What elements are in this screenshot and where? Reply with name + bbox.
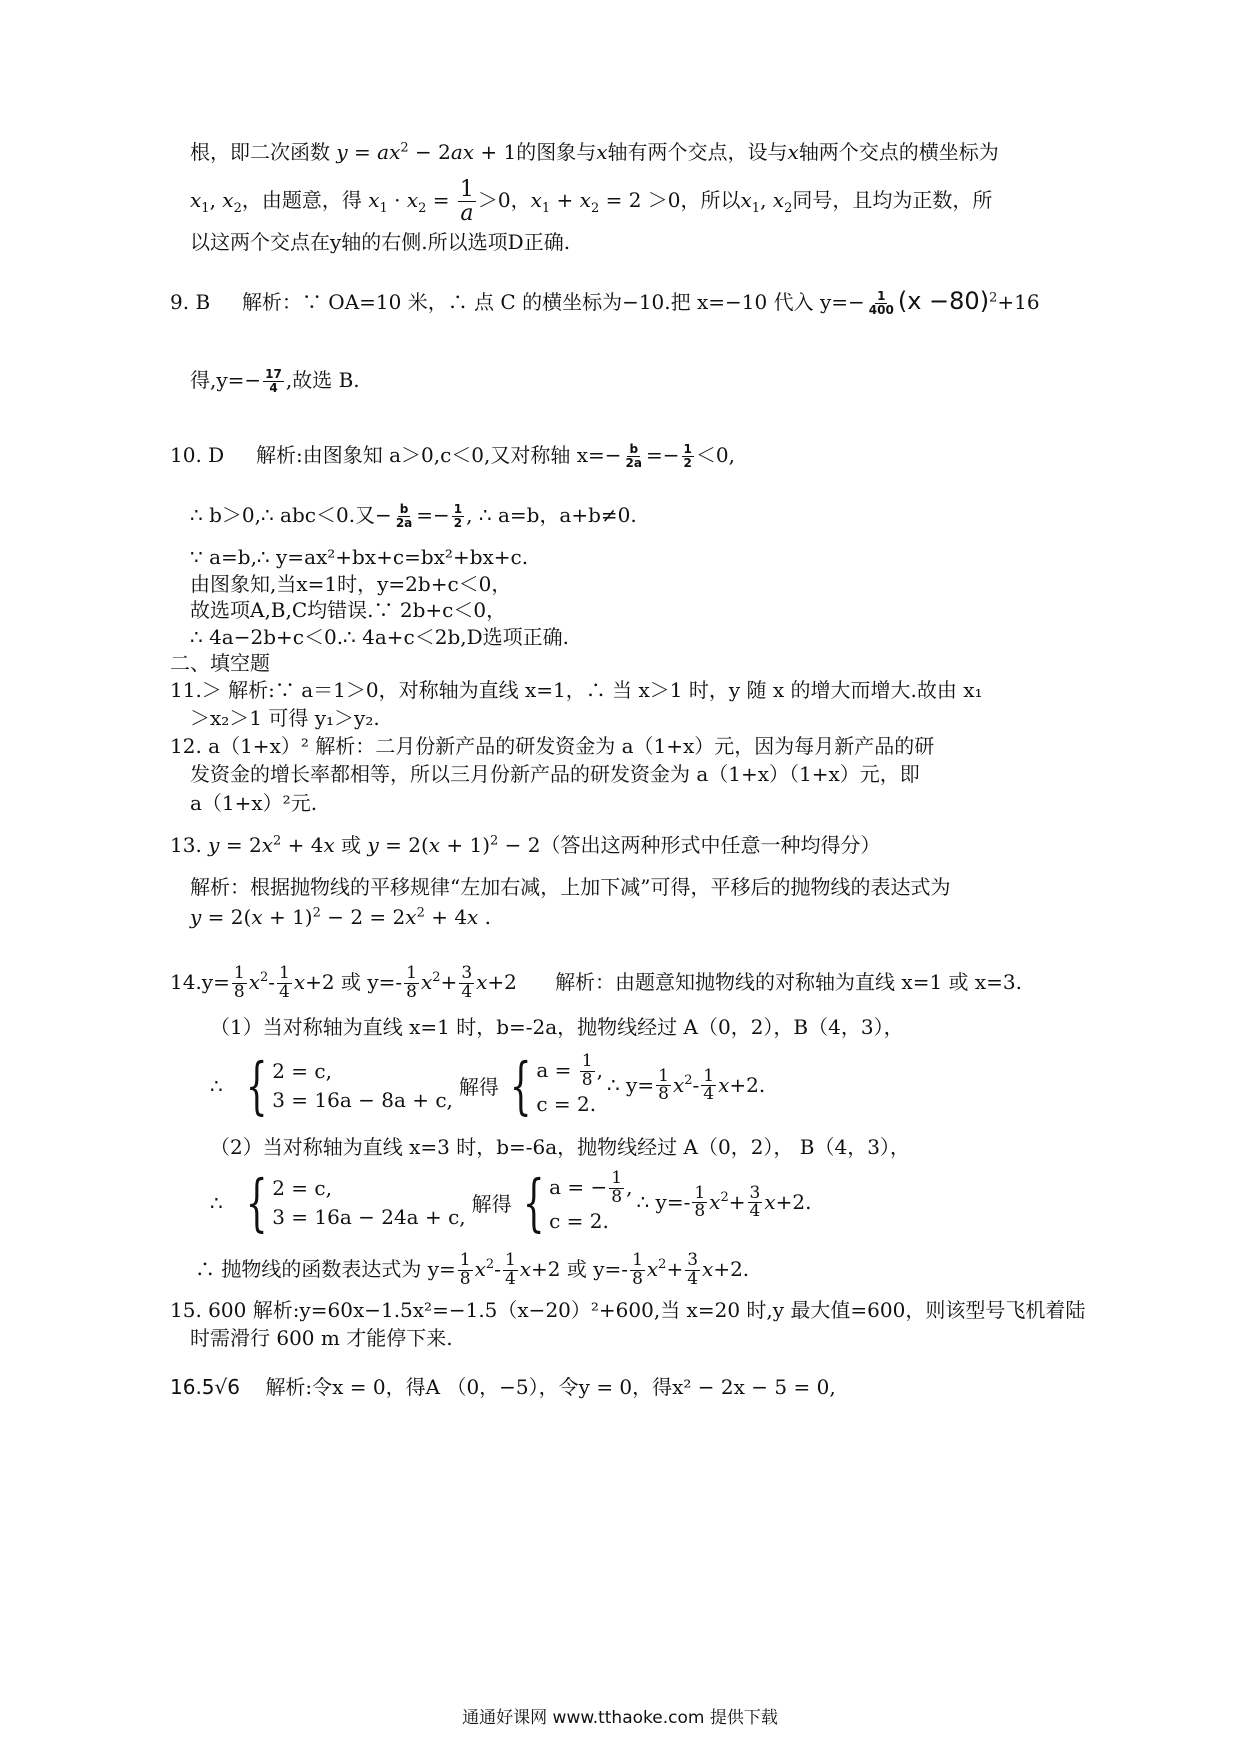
item13-line3: $y = 2(x + 1)^2 - 2 = 2x^2 + 4x$ . <box>190 905 492 929</box>
item11-line2: ＞x₂＞1 可得 y₁＞y₂. <box>190 706 380 730</box>
item9-line1: 9. B 解析：∵ OA=10 米，∴ 点 C 的横坐标为−10.把 x=−10 代入 y=− $\frac{1}{400}$ $(x -80)^2+16$ <box>170 287 1040 317</box>
item8-line2: $x_1$, $x_2$，由题意，得 $x_1 \cdot x_2$ = $\frac{1}{a}$ ＞0，$x_1 + x_2 = 2 >0$，所以$x_1$, $x_2$同号，且均为正数，所 <box>190 177 993 227</box>
item16-line1: 16.5√6 解析:令x = 0，得A （0，−5），令y = 0，得x² − 2x − 5 = 0, <box>170 1375 836 1399</box>
item9-line2: 得,y=− $\frac{17}{4}$ ,故选 B. <box>190 367 360 395</box>
item8-line3: 以这两个交点在y轴的右侧.所以选项D正确. <box>190 230 571 254</box>
item8-line1: 根，即二次函数 $y = ax^2 - 2ax + 1$的图象与x轴有两个交点，设与x轴两个交点的横坐标为 <box>190 140 999 164</box>
item10-line6: ∴ 4a−2b+c＜0.∴ 4a+c＜2b,D选项正确. <box>190 625 570 649</box>
item13-line1: 13. $y = 2x^2 + 4x$ 或 $y = 2(x + 1)^2 - 2$（答出这两种形式中任意一种均得分） <box>170 833 881 857</box>
item10-line4: 由图象知,当x=1时，y=2b+c＜0， <box>190 572 512 596</box>
item10-line5: 故选项A,B,C均错误.∵ 2b+c＜0， <box>190 598 507 622</box>
item14-system1: ∴ { 2 = c, 3 = 16a − 8a + c, 解得 { a = $\frac{1}{8}$ , c = 2. ∴ y= $\frac{1}{8}$ $x^2-$ $\frac{1}{4}$ x+2. <box>210 1048 766 1122</box>
item10-line1: 10. D 解析:由图象知 a＞0,c＜0,又对称轴 x=− $\frac{b}{2a}$ =− $\frac{1}{2}$ ＜0, <box>170 442 735 470</box>
item12-line2: 发资金的增长率都相等，所以三月份新产品的研发资金为 a（1+x）（1+x）元，即 <box>190 762 920 786</box>
item11-line1: 11.＞ 解析:∵ a＝1＞0，对称轴为直线 x=1，∴ 当 x＞1 时，y 随 x 的增大而增大.故由 x₁ <box>170 678 983 702</box>
item14-system2: ∴ { 2 = c, 3 = 16a − 24a + c, 解得 { a = − $\frac{1}{8}$ , c = 2. ∴ y=- $\frac{1}{8}$ $x^2+$ $\frac{3}{4}$ x+2. <box>210 1165 812 1239</box>
item10-line3: ∵ a=b,∴ y=ax²+bx+c=bx²+bx+c. <box>190 545 529 569</box>
item15-line1: 15. 600 解析:y=60x−1.5x²=−1.5（x−20）²+600,当 x=20 时,y 最大值=600，则该型号飞机着陆 <box>170 1298 1086 1322</box>
item14-final: ∴ 抛物线的函数表达式为 y= $\frac{1}{8}$ $x^2-$ $\frac{1}{4}$ x+2 或 y=- $\frac{1}{8}$ $x^2+$ $\frac{3}{4}$ x+2. <box>195 1250 750 1289</box>
item14-case1: （1）当对称轴为直线 x=1 时，b=-2a，抛物线经过 A（0，2），B（4，3）， <box>210 1015 904 1039</box>
item12-line1: 12. a（1+x）² 解析：二月份新产品的研发资金为 a（1+x）元，因为每月新产品的研 <box>170 734 935 758</box>
section-heading: 二、填空题 <box>170 651 270 675</box>
item13-line2: 解析：根据抛物线的平移规律“左加右减，上加下减”可得，平移后的抛物线的表达式为 <box>190 875 951 899</box>
item14-case2: （2）当对称轴为直线 x=3 时，b=-6a，抛物线经过 A（0，2）， B（4，3）， <box>210 1135 910 1159</box>
item10-line2: ∴ b＞0,∴ abc＜0.又− $\frac{b}{2a}$ =− $\frac{1}{2}$ , ∴ a=b，a+b≠0. <box>190 502 637 530</box>
item15-line2: 时需滑行 600 m 才能停下来. <box>190 1326 453 1350</box>
item12-line3: a（1+x）²元. <box>190 791 318 815</box>
footer-credit: 通通好课网 www.tthaoke.com 提供下载 <box>462 1708 778 1728</box>
item14-line1: 14.y= $\frac{1}{8}$ $x^2-$ $\frac{1}{4}$ x+2 或 y=- $\frac{1}{8}$ $x^2+$ $\frac{3}{4}$ x+2 解析：由题意知抛物线的对称轴为直线 x=1 或 x=3. <box>170 963 1023 1002</box>
